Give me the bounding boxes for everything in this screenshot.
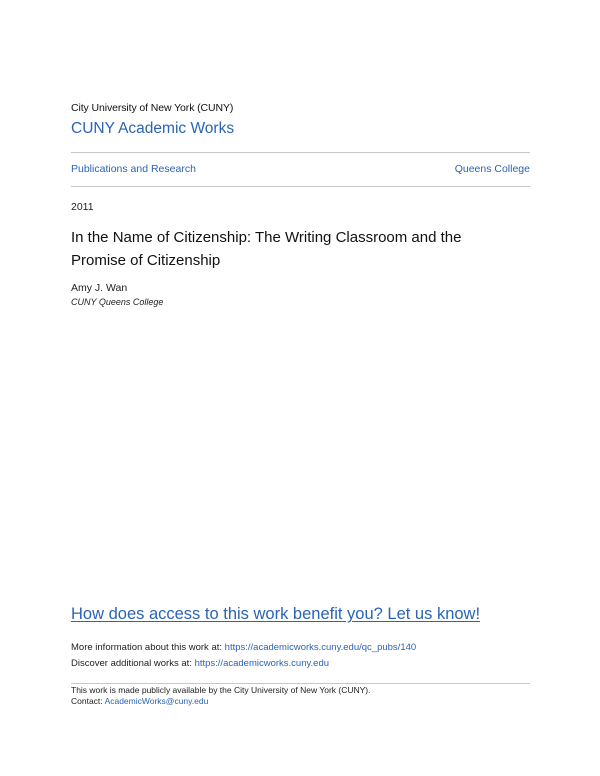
discover-label: Discover additional works at: (71, 658, 195, 669)
document-title: In the Name of Citizenship: The Writing Classroom and the Promise of Citizenship (71, 229, 462, 269)
contact-line (71, 696, 208, 706)
collection-link[interactable]: Publications and Research (71, 163, 196, 175)
divider-middle (71, 186, 530, 187)
more-info-line (71, 642, 416, 653)
divider-top (71, 152, 530, 153)
repository-url-link[interactable]: https://academicworks.cuny.edu (194, 658, 330, 669)
publication-year: 2011 (71, 201, 94, 213)
discover-line (71, 658, 329, 669)
college-link[interactable]: Queens College (454, 163, 530, 175)
contact-email-link[interactable]: AcademicWorks@cuny.edu (104, 696, 209, 706)
author-name: Amy J. Wan (71, 282, 128, 294)
availability-notice: This work is made publicly available by the City University of New York (CUNY). (71, 685, 371, 695)
site-name-link[interactable]: CUNY Academic Works (71, 120, 235, 137)
divider-footer (71, 683, 530, 684)
institution-name: City University of New York (CUNY) (71, 102, 234, 114)
work-url-link[interactable]: https://academicworks.cuny.edu/qc_pubs/140 (224, 642, 417, 653)
feedback-link[interactable]: How does access to this work benefit you? Let us know! (71, 605, 481, 623)
contact-label: Contact: (71, 696, 105, 706)
more-info-label: More information about this work at: (71, 642, 225, 653)
author-affiliation: CUNY Queens College (71, 297, 164, 307)
